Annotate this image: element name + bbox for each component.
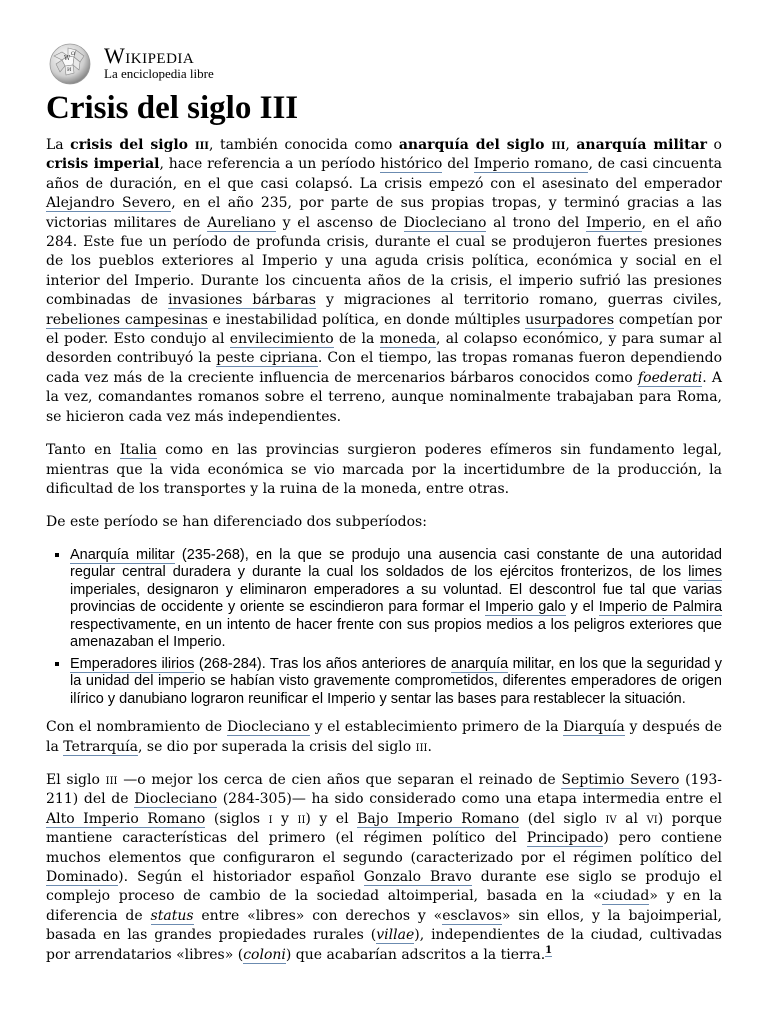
footnote-ref[interactable]: 1 — [545, 945, 553, 957]
link-ciudad[interactable]: ciudad — [601, 888, 650, 905]
article — [46, 40, 722, 979]
bold-term: anarquía militar — [576, 137, 708, 153]
link-villae[interactable]: villae — [376, 927, 415, 944]
wordmark-title: Wikipedia — [104, 43, 195, 68]
link-tetrarquia[interactable]: Tetrarquía — [63, 738, 138, 755]
link-alejandro-severo[interactable]: Alejandro Severo — [46, 195, 172, 212]
subperiod-list — [46, 547, 722, 709]
link-dominado[interactable]: Dominado — [46, 869, 119, 886]
link-invasiones-barbaras[interactable]: invasiones bárbaras — [168, 292, 316, 309]
bold-term: crisis del siglo iii — [70, 137, 209, 153]
link-emperadores-ilirios[interactable]: Emperadores ilirios — [70, 655, 195, 672]
link-diarquia[interactable]: Diarquía — [563, 719, 625, 736]
link-gonzalo-bravo[interactable]: Gonzalo Bravo — [363, 869, 472, 886]
link-anarquia-militar[interactable]: Anarquía militar — [70, 546, 175, 563]
link-imperio-galo[interactable]: Imperio galo — [485, 599, 566, 616]
link-imperio[interactable]: Imperio — [585, 214, 642, 231]
link-alto-imperio-romano[interactable]: Alto Imperio Romano — [46, 810, 206, 827]
link-diocleciano[interactable]: Diocleciano — [226, 719, 310, 736]
link-diocleciano[interactable]: Diocleciano — [403, 214, 487, 231]
link-peste-cipriana[interactable]: peste cipriana — [216, 350, 318, 367]
page-title: Crisis del siglo III — [46, 90, 299, 126]
paragraph-2: Tanto en Italia como en las provincias surgieron poderes efímeros sin fundamento legal, mientras que la vida económica se vio marcada por la incertidumbre de la producción, la dificultad de los transportes y la ruina de la moneda, entre otras. — [46, 442, 722, 497]
link-septimio-severo[interactable]: Septimio Severo — [561, 772, 680, 789]
link-principado[interactable]: Principado — [526, 830, 604, 847]
paragraph-intro: La crisis del siglo iii, también conocida como anarquía del siglo iii, anarquía militar o crisis imperial, hace referencia a un período histórico del Imperio romano, de casi cincuenta años de duración, en el que casi colapsó. La crisis empezó con el asesinato del emperador Alejandro Severo, en el año 235, por parte de sus propias tropas, y terminó gracias a las victorias militares de Aureliano y el ascenso de Diocleciano al trono del Imperio, en el año 284. Este fue un período de profunda crisis, durante el cual se produjeron fuertes presiones de los pueblos exteriores al Imperio y una aguda crisis política, económica y social en el interior del Imperio. Durante los cincuenta años de la crisis, el imperio sufrió las presiones combinadas de invasiones bárbaras y migraciones al territorio romano, guerras civiles, rebeliones campesinas e inestabilidad política, en donde múltiples usurpadores competían por el poder. Esto condujo al envilecimiento de la moneda, al colapso económico, y para sumar al desorden contribuyó la peste cipriana. Con el tiempo, las tropas romanas fueron dependiendo cada vez más de la creciente influencia de mercenarios bárbaros conocidos como foederati. A la vez, comandantes romanos sobre el terreno, aunque nominalmente trabajaban para Roma, se hicieron cada vez más independientes. — [46, 137, 723, 425]
paragraph-3: De este período se han diferenciado dos subperíodos: — [46, 514, 427, 531]
paragraph-5: El siglo iii —o mejor los cerca de cien años que separan el reinado de Septimio Severo (193-211) del de Diocleciano (284-305)— ha sido considerado como una etapa intermedia entre el Alto Imperio Romano (siglos i y ii) y el Bajo Imperio Romano (del siglo iv al vi) porque mantiene características del primero (el régimen político del Principado) pero contiene muchos elementos que configuraron el segundo (caracterizado por el régimen político del Dominado). Según el historiador español Gonzalo Bravo durante ese siglo se produjo el complejo proceso de cambio de la sociedad altoimperial, basada en la «ciudad» y en la diferencia de status entre «libres» con derechos y «esclavos» sin ellos, y la bajoimperial, basada en las grandes propiedades rurales (villae), independientes de la ciudad, cultivadas por arrendatarios «libres» (coloni) que acabarían adscritos a la tierra.$^1$ — [46, 772, 723, 963]
link-usurpadores[interactable]: usurpadores — [525, 311, 615, 328]
svg-text:Ω: Ω — [71, 51, 76, 57]
link-imperio-romano[interactable]: Imperio romano — [473, 156, 589, 173]
list-item: ▪ Emperadores ilirios (268-284). Tras los años anteriores de anarquía militar, en los que la seguridad y la unidad del imperio se habían visto gravemente comprometidos, diferentes emperadores de origen ilírico y danubiano lograron reunificar el Imperio y sentar las bases para restablecer la situación. — [70, 656, 722, 709]
link-envilecimiento[interactable]: envilecimiento — [229, 331, 334, 348]
link-historico[interactable]: histórico — [380, 156, 443, 173]
link-aureliano[interactable]: Aureliano — [207, 214, 276, 231]
bold-term: crisis imperial — [46, 156, 160, 173]
link-coloni[interactable]: coloni — [243, 946, 286, 963]
link-esclavos[interactable]: esclavos — [442, 907, 502, 924]
wordmark-tagline: La enciclopedia libre — [104, 66, 214, 81]
wordmark[interactable] — [104, 45, 214, 81]
link-foederati[interactable]: foederati — [637, 369, 703, 386]
wikipedia-globe-logo[interactable] — [46, 40, 96, 86]
list-item: ▪ Anarquía militar (235-268), en la que se produjo una ausencia casi constante de una autoridad regular central duradera y durante la cual los soldados de los ejércitos fronterizos, de los limes imperiales, designaron y eliminaron emperadores a su voluntad. El descontrol fue tal que varias provincias de occidente y oriente se escindieron para formar el Imperio galo y el Imperio de Palmira respectivamente, en un intento de hacer frente con sus propios medios a los peligros exteriores que amenazaban el Imperio. — [70, 547, 722, 652]
bold-term: anarquía del siglo iii — [398, 137, 566, 153]
link-diocleciano[interactable]: Diocleciano — [134, 791, 218, 808]
site-header — [46, 40, 722, 86]
link-anarquia[interactable]: anarquía — [450, 655, 509, 672]
link-rebeliones-campesinas[interactable]: rebeliones campesinas — [46, 311, 208, 328]
link-limes[interactable]: limes — [688, 564, 722, 581]
svg-text:W: W — [64, 55, 71, 62]
paragraph-4: Con el nombramiento de Diocleciano y el establecimiento primero de la Diarquía y después de la Tetrarquía, se dio por superada la crisis del siglo iii. — [46, 719, 722, 755]
link-status[interactable]: status — [150, 907, 194, 924]
link-imperio-de-palmira[interactable]: Imperio de Palmira — [598, 599, 723, 616]
svg-text:И: И — [67, 67, 72, 73]
link-moneda[interactable]: moneda — [379, 331, 436, 348]
link-bajo-imperio-romano[interactable]: Bajo Imperio Romano — [357, 810, 520, 827]
link-italia[interactable]: Italia — [119, 442, 157, 459]
